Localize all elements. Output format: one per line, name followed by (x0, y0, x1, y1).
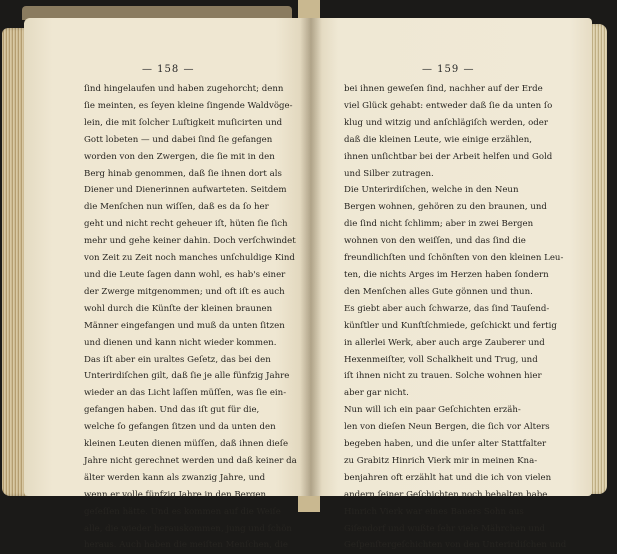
text-line: Hinrich Vierk war eines Bauers Sohn aus (344, 506, 524, 517)
text-line: die Menſchen nun wiſſen, daß es da ſo her (84, 202, 269, 213)
book-gutter (300, 18, 322, 496)
text-line: Jahre nicht gerechnet werden und daß keiner da (84, 455, 297, 466)
text-line: und dienen und kann nicht wieder kommen. (84, 337, 277, 348)
text-line: aber gar nicht. (344, 388, 409, 399)
text-line: Gott lobeten — und dabei ſind ſie gefangen (84, 134, 273, 145)
text-line: benjahren oft erzählt hat und die ich von vielen (344, 472, 552, 483)
left-page (24, 18, 310, 551)
text-line: Diener und Dienerinnen aufwarteten. Seitdem (84, 185, 287, 196)
text-line: Bergen wohnen, gehören zu den braunen, und (344, 202, 547, 213)
text-line: wohl durch die Künſte der kleinen braunen (84, 303, 273, 314)
text-line: und Silber zutragen. (344, 168, 434, 179)
text-line: ſind hingelaufen und haben zugehorcht; denn (84, 84, 284, 94)
text-line: Unterirdiſchen gilt, daß ſie je alle fünfzig Jahre (84, 371, 290, 382)
text-line: worden von den Zwergen, die ſie mit in den (84, 151, 275, 162)
spine-tab-top (298, 0, 320, 18)
text-line: bei ihnen geweſen ſind, nachher auf der Erde (344, 84, 543, 94)
text-line: iſt ihnen nicht zu trauen. Solche wohnen hier (344, 371, 542, 382)
text-line: mehr und gehe keiner dahin. Doch verſchwindet (84, 236, 296, 247)
text-line: Das iſt aber ein uraltes Geſetz, das bei den (84, 354, 271, 365)
right-page (310, 18, 592, 551)
text-line: Geſpenſtergeſchichten von den Unterirdiſchen und (344, 540, 567, 551)
text-line: gefangen haben. Und das iſt gut für die, (84, 405, 260, 416)
text-line: Giſendorf und wußte ſehr viele Mährchen und (344, 523, 546, 534)
text-line: viel Glück gehabt: entweder daß ſie da unten ſo (344, 100, 553, 111)
text-line: ſie meinten, es ſeyen kleine ſingende Waldvöge- (84, 100, 293, 111)
text-line: zu Grabitz Hinrich Vierk mir in meinen Kna- (344, 455, 538, 466)
right-page-body (344, 81, 567, 554)
text-line: alle, die wieder herauskommen, jung und ſchön (84, 523, 292, 534)
text-line: Männer eingefangen und muß da unten ſitzen (84, 320, 285, 331)
open-book (0, 6, 617, 551)
text-line: künſtler und Kunſtſchmiede, geſchickt und fertig (344, 320, 557, 331)
text-line: in allerlei Werk, aber auch arge Zauberer und (344, 337, 545, 348)
text-line: Nun will ich ein paar Geſchichten erzäh- (344, 405, 521, 416)
text-line: ihnen unſichtbar bei der Arbeit helfen und Gold (344, 151, 553, 162)
left-page-body (84, 81, 302, 554)
right-page-number: — 159 — (422, 64, 475, 75)
text-line: von Zeit zu Zeit noch manches unſchuldige Kind (84, 253, 295, 264)
text-line: älter werden kann als zwanzig Jahre, und (84, 472, 266, 483)
text-line: kleinen Leuten dienen müſſen, daß ihnen dieſe (84, 439, 289, 450)
text-line: daß die kleinen Leute, wie einige erzählen, (344, 134, 533, 145)
text-line: wohnen von den weiſſen, und das ſind die (344, 236, 526, 247)
text-line: Hexenmeiſter, voll Schalkheit und Trug, und (344, 354, 538, 365)
text-line: der Zwerge mitgenommen; und oft iſt es auch (84, 286, 285, 297)
text-line: lein, die mit ſolcher Luſtigkeit muſicirten und (84, 117, 283, 128)
text-line: heraus. Auch haben die meiſten Menſchen, die (84, 540, 288, 551)
text-line: Es giebt aber auch ſchwarze, das ſind Tauſend- (344, 303, 550, 314)
text-line: den Menſchen alles Gute gönnen und thun. (344, 286, 533, 297)
text-line: ten, die nichts Arges im Herzen haben ſondern (344, 269, 549, 280)
left-page-number: — 158 — (142, 64, 195, 75)
text-line: geſeſſen hätte. Und es kommen auf die Weiſe (84, 506, 281, 517)
text-line: wenn er volle fünfzig Jahre in den Bergen (84, 489, 266, 500)
text-line: und die Leute ſagen dann wohl, es hab's einer (84, 269, 286, 280)
text-line: die ſind nicht ſchlimm; aber in zwei Bergen (344, 219, 534, 230)
text-line: welche ſo gefangen ſitzen und da unten den (84, 422, 276, 433)
text-line: wieder an das Licht laſſen müſſen, was ſie ein- (84, 388, 287, 399)
text-line: klug und witzig und anſchlägiſch werden, oder (344, 117, 548, 128)
text-line: andern ſeiner Geſchichten noch behalten habe. (344, 489, 551, 500)
text-line: len von dieſen Neun Bergen, die ſich vor Alters (344, 422, 550, 433)
text-line: Die Unterirdiſchen, welche in den Neun (344, 185, 519, 196)
text-line: Berg hinab genommen, daß ſie ihnen dort als (84, 168, 282, 179)
text-line: geht und nicht recht geheuer iſt, hüten ſie ſich (84, 219, 288, 230)
text-line: begeben haben, und die unſer alter Stattfalter (344, 439, 547, 450)
text-line: freundlichſten und ſchönſten von den kleinen Leu- (344, 253, 564, 264)
